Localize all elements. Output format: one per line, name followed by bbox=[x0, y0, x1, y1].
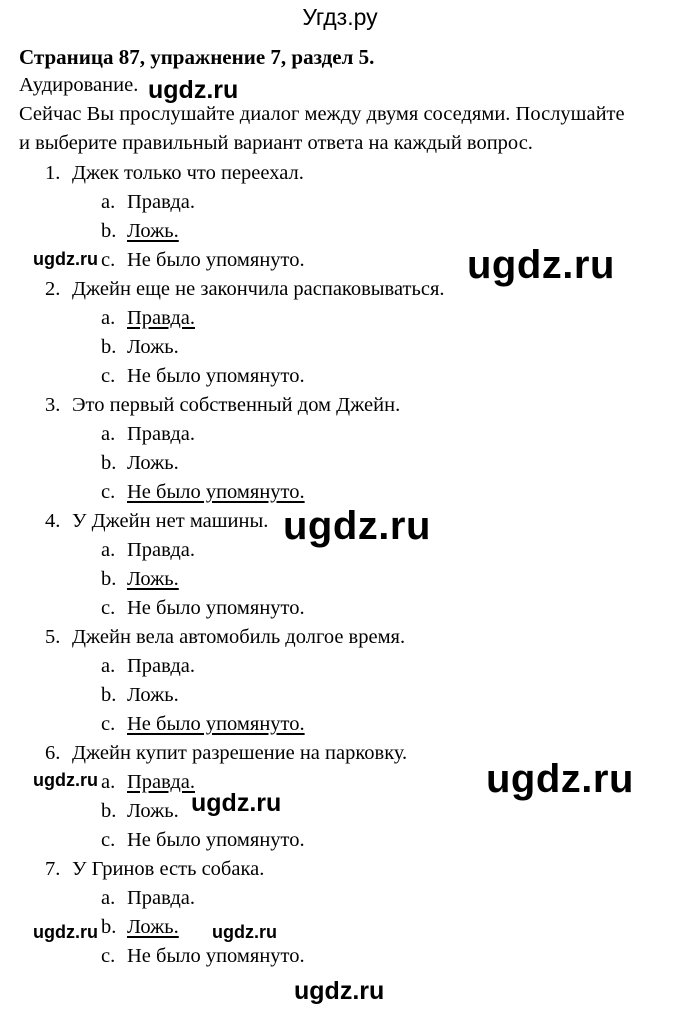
option-letter: b. bbox=[101, 568, 117, 590]
question-number: 7. bbox=[45, 858, 61, 880]
question-text: У Гринов есть собака. bbox=[72, 858, 265, 880]
option-letter: b. bbox=[101, 336, 117, 358]
page-heading: Страница 87, упражнение 7, раздел 5. bbox=[19, 45, 375, 69]
site-header: Угдз.ру bbox=[302, 4, 378, 30]
answer-option: Ложь. bbox=[127, 800, 179, 822]
option-letter: c. bbox=[101, 713, 116, 735]
option-letter: b. bbox=[101, 452, 117, 474]
answer-option: Не было упомянуто. bbox=[127, 829, 305, 851]
question-number: 2. bbox=[45, 278, 61, 300]
selected-answer: Правда. bbox=[127, 307, 195, 329]
instructions-line-2: и выберите правильный вариант ответа на каждый вопрос. bbox=[19, 132, 533, 154]
watermark: ugdz.ru bbox=[148, 76, 239, 104]
option-letter: a. bbox=[101, 655, 116, 677]
question-text: Это первый собственный дом Джейн. bbox=[72, 394, 401, 416]
option-letter: b. bbox=[101, 684, 117, 706]
selected-answer: Ложь. bbox=[127, 916, 179, 938]
option-letter: a. bbox=[101, 191, 116, 213]
answer-option: Не было упомянуто. bbox=[127, 945, 305, 967]
answer-option: Правда. bbox=[127, 423, 195, 445]
option-letter: a. bbox=[101, 539, 116, 561]
option-letter: c. bbox=[101, 481, 116, 503]
option-letter: c. bbox=[101, 365, 116, 387]
question-text: У Джейн нет машины. bbox=[72, 510, 269, 532]
question-number: 4. bbox=[45, 510, 61, 532]
selected-answer: Ложь. bbox=[127, 220, 179, 242]
question-text: Джек только что переехал. bbox=[72, 162, 304, 184]
answer-option: Ложь. bbox=[127, 684, 179, 706]
answer-option: Ложь. bbox=[127, 336, 179, 358]
option-letter: a. bbox=[101, 771, 116, 793]
watermark: ugdz.ru bbox=[33, 249, 98, 269]
question-text: Джейн вела автомобиль долгое время. bbox=[72, 626, 406, 648]
question-number: 3. bbox=[45, 394, 61, 416]
question-text: Джейн еще не закончила распаковываться. bbox=[72, 278, 445, 300]
answer-option: Правда. bbox=[127, 191, 195, 213]
option-letter: b. bbox=[101, 800, 117, 822]
option-letter: a. bbox=[101, 307, 116, 329]
question-number: 5. bbox=[45, 626, 61, 648]
watermark: ugdz.ru bbox=[212, 922, 277, 942]
option-letter: c. bbox=[101, 945, 116, 967]
watermark: ugdz.ru bbox=[294, 977, 385, 1005]
question-text: Джейн купит разрешение на парковку. bbox=[72, 742, 408, 764]
question-number: 6. bbox=[45, 742, 61, 764]
selected-answer: Не было упомянуто. bbox=[127, 713, 305, 735]
answer-option: Не было упомянуто. bbox=[127, 365, 305, 387]
selected-answer: Правда. bbox=[127, 771, 195, 793]
watermark: ugdz.ru bbox=[33, 770, 98, 790]
watermark: ugdz.ru bbox=[486, 757, 634, 801]
option-letter: c. bbox=[101, 829, 116, 851]
section-label: Аудирование. bbox=[19, 74, 139, 96]
answer-option: Ложь. bbox=[127, 452, 179, 474]
answer-option: Правда. bbox=[127, 887, 195, 909]
instructions-line-1: Сейчас Вы прослушайте диалог между двумя соседями. Послушайте bbox=[19, 103, 625, 125]
selected-answer: Не было упомянуто. bbox=[127, 481, 305, 503]
option-letter: c. bbox=[101, 597, 116, 619]
watermark: ugdz.ru bbox=[33, 922, 98, 942]
question-number: 1. bbox=[45, 162, 61, 184]
answer-option: Правда. bbox=[127, 539, 195, 561]
answer-option: Не было упомянуто. bbox=[127, 597, 305, 619]
watermark: ugdz.ru bbox=[191, 789, 282, 817]
watermark: ugdz.ru bbox=[467, 243, 615, 287]
option-letter: b. bbox=[101, 916, 117, 938]
answer-option: Не было упомянуто. bbox=[127, 249, 305, 271]
option-letter: a. bbox=[101, 887, 116, 909]
option-letter: a. bbox=[101, 423, 116, 445]
answer-option: Правда. bbox=[127, 655, 195, 677]
watermark: ugdz.ru bbox=[283, 504, 431, 548]
option-letter: c. bbox=[101, 249, 116, 271]
selected-answer: Ложь. bbox=[127, 568, 179, 590]
option-letter: b. bbox=[101, 220, 117, 242]
